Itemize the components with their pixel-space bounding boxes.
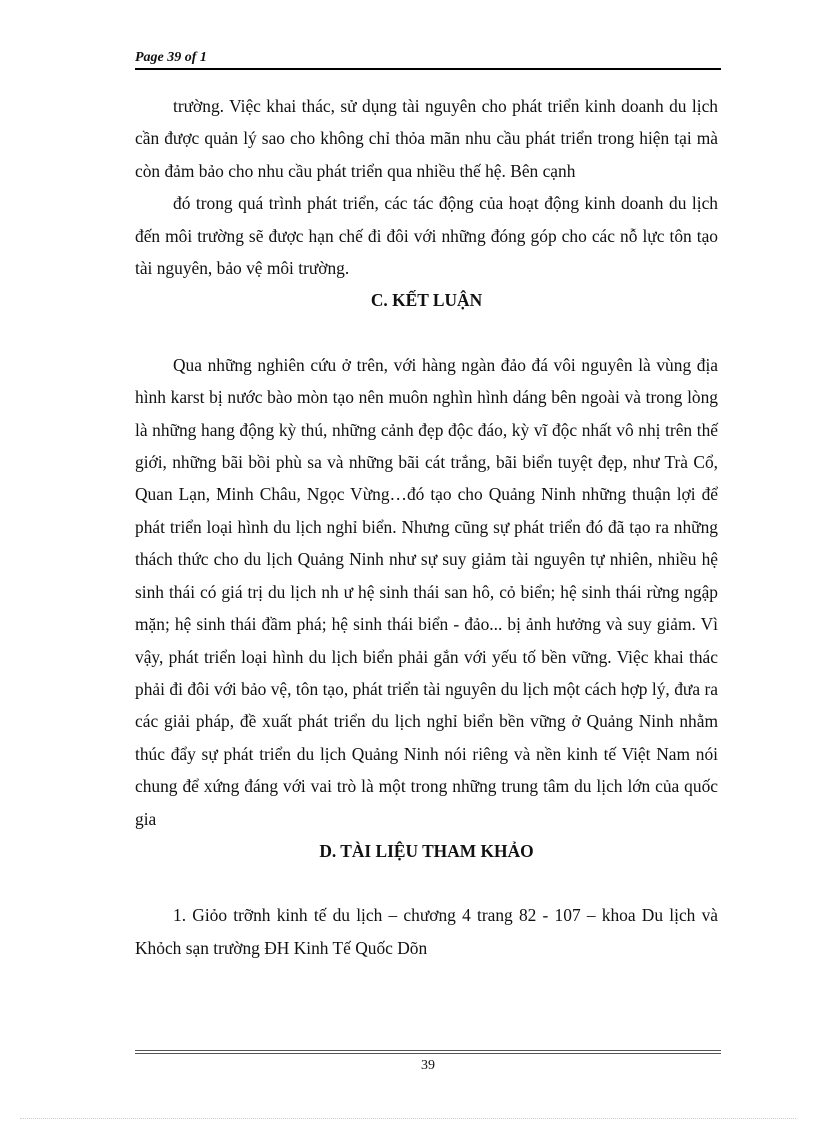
footer-divider bbox=[135, 1050, 721, 1054]
page-number: 39 bbox=[421, 1058, 435, 1073]
body-paragraph: đó trong quá trình phát triển, các tác động của hoạt động kinh doanh du lịch đến môi trường sẽ được hạn chế đi đôi với những đóng góp cho các nỗ lực tôn tạo tài nguyên, bảo vệ môi trường. bbox=[135, 193, 718, 279]
page-header-text: Page 39 of 1 bbox=[135, 50, 207, 65]
reference-item: 1. Giỏo trỡnh kinh tế du lịch – chương 4 trang 82 - 107 – khoa Du lịch và Khỏch sạn trường ĐH Kinh Tế Quốc Dõn bbox=[135, 905, 718, 958]
section-heading-references: D. TÀI LIỆU THAM KHẢO bbox=[319, 840, 534, 861]
body-paragraph: trường. Việc khai thác, sử dụng tài nguyên cho phát triển kinh doanh du lịch cần được quản lý sao cho không chỉ thỏa mãn nhu cầu phát triển trong hiện tại mà còn đảm bảo cho nhu cầu phát triển qua nhiều thế hệ. Bên cạnh bbox=[135, 96, 718, 181]
page-header bbox=[135, 48, 721, 70]
conclusion-paragraph: Qua những nghiên cứu ở trên, với hàng ngàn đảo đá vôi nguyên là vùng địa hình karst bị nước bào mòn tạo nên muôn nghìn hình dáng bên ngoài và trong lòng là những hang động kỳ thú, những cảnh đẹp độc đáo, kỳ vĩ độc nhất vô nhị trên thế giới, những bãi bồi phù sa và những bãi cát trắng, bãi biển tuyệt đẹp, như Trà Cổ, Quan Lạn, Minh Châu, Ngọc Vừng…đó tạo cho Quảng Ninh những thuận lợi để phát triển loại hình du lịch nghỉ biển. Nhưng cũng sự phát triển đó đã tạo ra những thách thức cho du lịch Quảng Ninh như sự suy giảm tài nguyên tự nhiên, nhiều hệ sinh thái có giá trị du lịch nh ư hệ sinh thái san hô, cỏ biển; hệ sinh thái rừng ngập mặn; hệ sinh thái đầm phá; hệ sinh thái biển - đảo... bị ảnh hưởng và suy giảm. Vì vậy, phát triển loại hình du lịch biển phải gắn với yếu tố bền vững. Việc khai thác phải đi đôi với bảo vệ, tôn tạo, phát triển tài nguyên du lịch một cách hợp lý, đưa ra các giải pháp, đề xuất phát triển du lịch nghỉ biển bền vững ở Quảng Ninh nhằm thúc đẩy sự phát triển du lịch Quảng Ninh nói riêng và nền kinh tế Việt Nam nói chung để xứng đáng với vai trò là một trong những trung tâm du lịch lớn của quốc gia bbox=[135, 354, 718, 829]
page-edge-divider bbox=[20, 1118, 796, 1119]
document-body bbox=[135, 90, 718, 964]
section-heading-conclusion: C. KẾT LUẬN bbox=[370, 290, 483, 311]
